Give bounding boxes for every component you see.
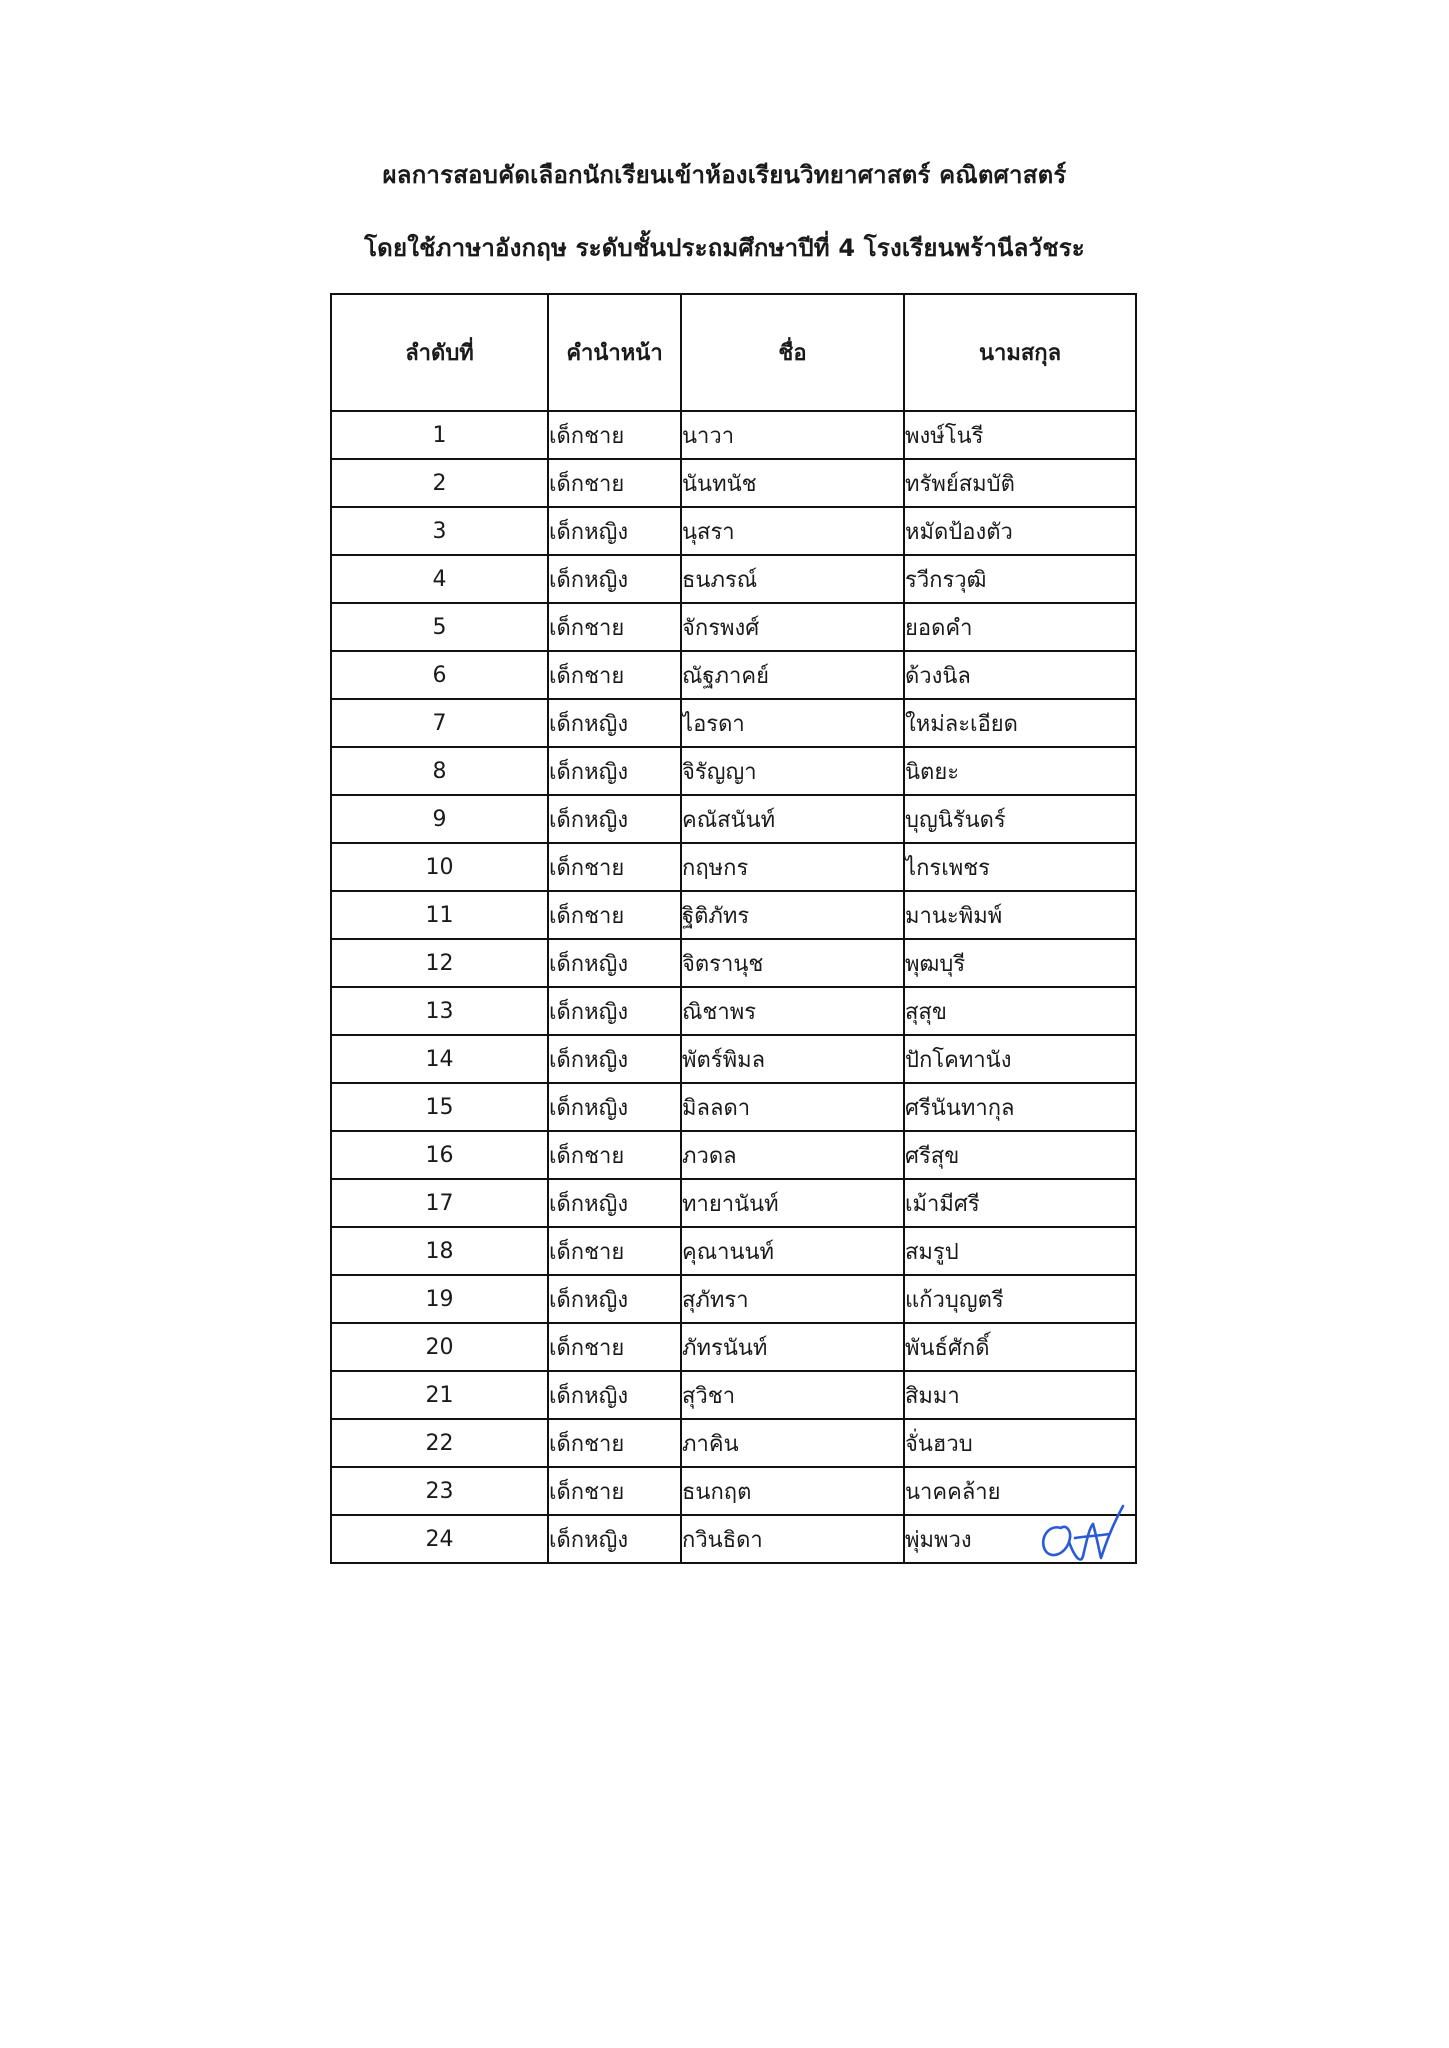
table-row: [331, 747, 1136, 795]
cell-last-name: สมรูป: [904, 1227, 1136, 1275]
cell-order-number: 9: [331, 795, 548, 843]
handwritten-signature: [1031, 1498, 1131, 1568]
cell-first-name: กฤษกร: [681, 843, 904, 891]
cell-first-name: สุวิชา: [681, 1371, 904, 1419]
cell-first-name: ทายานันท์: [681, 1179, 904, 1227]
header-first-name: ชื่อ: [681, 294, 904, 411]
cell-name-prefix: เด็กชาย: [548, 1467, 681, 1515]
cell-first-name: ณัฐภาคย์: [681, 651, 904, 699]
cell-name-prefix: เด็กหญิง: [548, 747, 681, 795]
table-row: [331, 1227, 1136, 1275]
cell-last-name: ยอดคำ: [904, 603, 1136, 651]
cell-last-name: ไกรเพชร: [904, 843, 1136, 891]
table-row: [331, 1515, 1136, 1563]
table-row: [331, 603, 1136, 651]
cell-order-number: 6: [331, 651, 548, 699]
cell-name-prefix: เด็กหญิง: [548, 699, 681, 747]
table-row: [331, 459, 1136, 507]
cell-first-name: พัตร์พิมล: [681, 1035, 904, 1083]
cell-order-number: 1: [331, 411, 548, 459]
header-row: [331, 294, 1136, 411]
signature-stroke: [1069, 1524, 1093, 1560]
cell-last-name: สุสุข: [904, 987, 1136, 1035]
table-row: [331, 411, 1136, 459]
cell-first-name: ภัทรนันท์: [681, 1323, 904, 1371]
cell-order-number: 12: [331, 939, 548, 987]
cell-last-name: พงษ์โนรี: [904, 411, 1136, 459]
cell-first-name: ธนภรณ์: [681, 555, 904, 603]
table-row: [331, 1083, 1136, 1131]
table-row: [331, 507, 1136, 555]
cell-order-number: 15: [331, 1083, 548, 1131]
signature-stroke: [1075, 1534, 1109, 1538]
signature-stroke: [1043, 1527, 1070, 1555]
cell-order-number: 7: [331, 699, 548, 747]
cell-name-prefix: เด็กหญิง: [548, 939, 681, 987]
cell-first-name: ธนกฤต: [681, 1467, 904, 1515]
cell-first-name: จิรัญญา: [681, 747, 904, 795]
cell-first-name: ฐิติภัทร: [681, 891, 904, 939]
cell-last-name: จั่นฮวบ: [904, 1419, 1136, 1467]
cell-order-number: 17: [331, 1179, 548, 1227]
cell-first-name: จักรพงศ์: [681, 603, 904, 651]
cell-last-name: พุฒบุรี: [904, 939, 1136, 987]
cell-order-number: 16: [331, 1131, 548, 1179]
header-last-name: นามสกุล: [904, 294, 1136, 411]
cell-order-number: 2: [331, 459, 548, 507]
cell-name-prefix: เด็กชาย: [548, 651, 681, 699]
header-name-prefix: คำนำหน้า: [548, 294, 681, 411]
table-row: [331, 555, 1136, 603]
table-row: [331, 1419, 1136, 1467]
cell-first-name: มิลลดา: [681, 1083, 904, 1131]
cell-last-name: บุญนิรันดร์: [904, 795, 1136, 843]
cell-name-prefix: เด็กหญิง: [548, 1083, 681, 1131]
cell-order-number: 24: [331, 1515, 548, 1563]
cell-last-name: มานะพิมพ์: [904, 891, 1136, 939]
cell-first-name: นุสรา: [681, 507, 904, 555]
cell-last-name-text: พุ่มพวง: [905, 1527, 972, 1553]
cell-first-name: นาวา: [681, 411, 904, 459]
cell-first-name: ณิชาพร: [681, 987, 904, 1035]
cell-first-name: จิตรานุช: [681, 939, 904, 987]
cell-first-name: นันทนัช: [681, 459, 904, 507]
cell-order-number: 8: [331, 747, 548, 795]
table-row: [331, 1371, 1136, 1419]
cell-last-name: ด้วงนิล: [904, 651, 1136, 699]
table-row: [331, 939, 1136, 987]
cell-order-number: 14: [331, 1035, 548, 1083]
cell-first-name: คณัสนันท์: [681, 795, 904, 843]
cell-name-prefix: เด็กหญิง: [548, 1515, 681, 1563]
table-row: [331, 699, 1136, 747]
table-row: [331, 1323, 1136, 1371]
cell-last-name: รวีกรวุฒิ: [904, 555, 1136, 603]
cell-last-name: นาคคล้าย: [904, 1467, 1136, 1515]
results-table: [330, 293, 1137, 1564]
cell-order-number: 11: [331, 891, 548, 939]
cell-order-number: 23: [331, 1467, 548, 1515]
cell-last-name: ใหม่ละเอียด: [904, 699, 1136, 747]
cell-order-number: 10: [331, 843, 548, 891]
cell-last-name: นิตยะ: [904, 747, 1136, 795]
table-row: [331, 1035, 1136, 1083]
cell-first-name: ไอรดา: [681, 699, 904, 747]
cell-last-name: พันธ์ศักดิ์: [904, 1323, 1136, 1371]
results-table-header: [331, 294, 1136, 411]
table-row: [331, 1275, 1136, 1323]
cell-order-number: 20: [331, 1323, 548, 1371]
cell-order-number: 22: [331, 1419, 548, 1467]
cell-name-prefix: เด็กชาย: [548, 1419, 681, 1467]
cell-name-prefix: เด็กชาย: [548, 843, 681, 891]
cell-last-name: ทรัพย์สมบัติ: [904, 459, 1136, 507]
cell-name-prefix: เด็กหญิง: [548, 795, 681, 843]
table-row: [331, 795, 1136, 843]
cell-last-name: สิมมา: [904, 1371, 1136, 1419]
cell-last-name: [904, 1515, 1136, 1563]
signature-stroke: [1093, 1506, 1123, 1558]
cell-name-prefix: เด็กชาย: [548, 411, 681, 459]
cell-last-name: เม้ามีศรี: [904, 1179, 1136, 1227]
cell-last-name: แก้วบุญตรี: [904, 1275, 1136, 1323]
cell-name-prefix: เด็กหญิง: [548, 987, 681, 1035]
cell-name-prefix: เด็กหญิง: [548, 1371, 681, 1419]
cell-order-number: 3: [331, 507, 548, 555]
cell-order-number: 18: [331, 1227, 548, 1275]
table-row: [331, 1131, 1136, 1179]
cell-first-name: สุภัทรา: [681, 1275, 904, 1323]
document-title-line-2: โดยใช้ภาษาอังกฤษ ระดับชั้นประถมศึกษาปีที่ 4 โรงเรียนพร้านีลวัชระ: [364, 234, 1085, 262]
table-row: [331, 987, 1136, 1035]
table-row: [331, 843, 1136, 891]
cell-name-prefix: เด็กชาย: [548, 1131, 681, 1179]
cell-name-prefix: เด็กชาย: [548, 603, 681, 651]
cell-last-name: ปักโคทานัง: [904, 1035, 1136, 1083]
cell-name-prefix: เด็กหญิง: [548, 507, 681, 555]
cell-order-number: 21: [331, 1371, 548, 1419]
cell-last-name: หมัดป้องตัว: [904, 507, 1136, 555]
results-table-body: [331, 411, 1136, 1563]
table-row: [331, 1179, 1136, 1227]
cell-name-prefix: เด็กหญิง: [548, 1179, 681, 1227]
cell-first-name: คุณานนท์: [681, 1227, 904, 1275]
cell-name-prefix: เด็กหญิง: [548, 1275, 681, 1323]
cell-name-prefix: เด็กชาย: [548, 891, 681, 939]
header-order-number: ลำดับที่: [331, 294, 548, 411]
cell-name-prefix: เด็กชาย: [548, 1323, 681, 1371]
table-row: [331, 651, 1136, 699]
cell-last-name: ศรีนันทากุล: [904, 1083, 1136, 1131]
cell-first-name: ภวดล: [681, 1131, 904, 1179]
cell-name-prefix: เด็กหญิง: [548, 1035, 681, 1083]
cell-name-prefix: เด็กหญิง: [548, 555, 681, 603]
cell-first-name: กวินธิดา: [681, 1515, 904, 1563]
cell-name-prefix: เด็กชาย: [548, 1227, 681, 1275]
cell-order-number: 5: [331, 603, 548, 651]
table-row: [331, 1467, 1136, 1515]
cell-order-number: 19: [331, 1275, 548, 1323]
cell-order-number: 13: [331, 987, 548, 1035]
cell-last-name: ศรีสุข: [904, 1131, 1136, 1179]
document-title-line-1: ผลการสอบคัดเลือกนักเรียนเข้าห้องเรียนวิทยาศาสตร์ คณิตศาสตร์: [382, 161, 1067, 189]
table-row: [331, 891, 1136, 939]
cell-name-prefix: เด็กชาย: [548, 459, 681, 507]
cell-first-name: ภาคิน: [681, 1419, 904, 1467]
cell-order-number: 4: [331, 555, 548, 603]
